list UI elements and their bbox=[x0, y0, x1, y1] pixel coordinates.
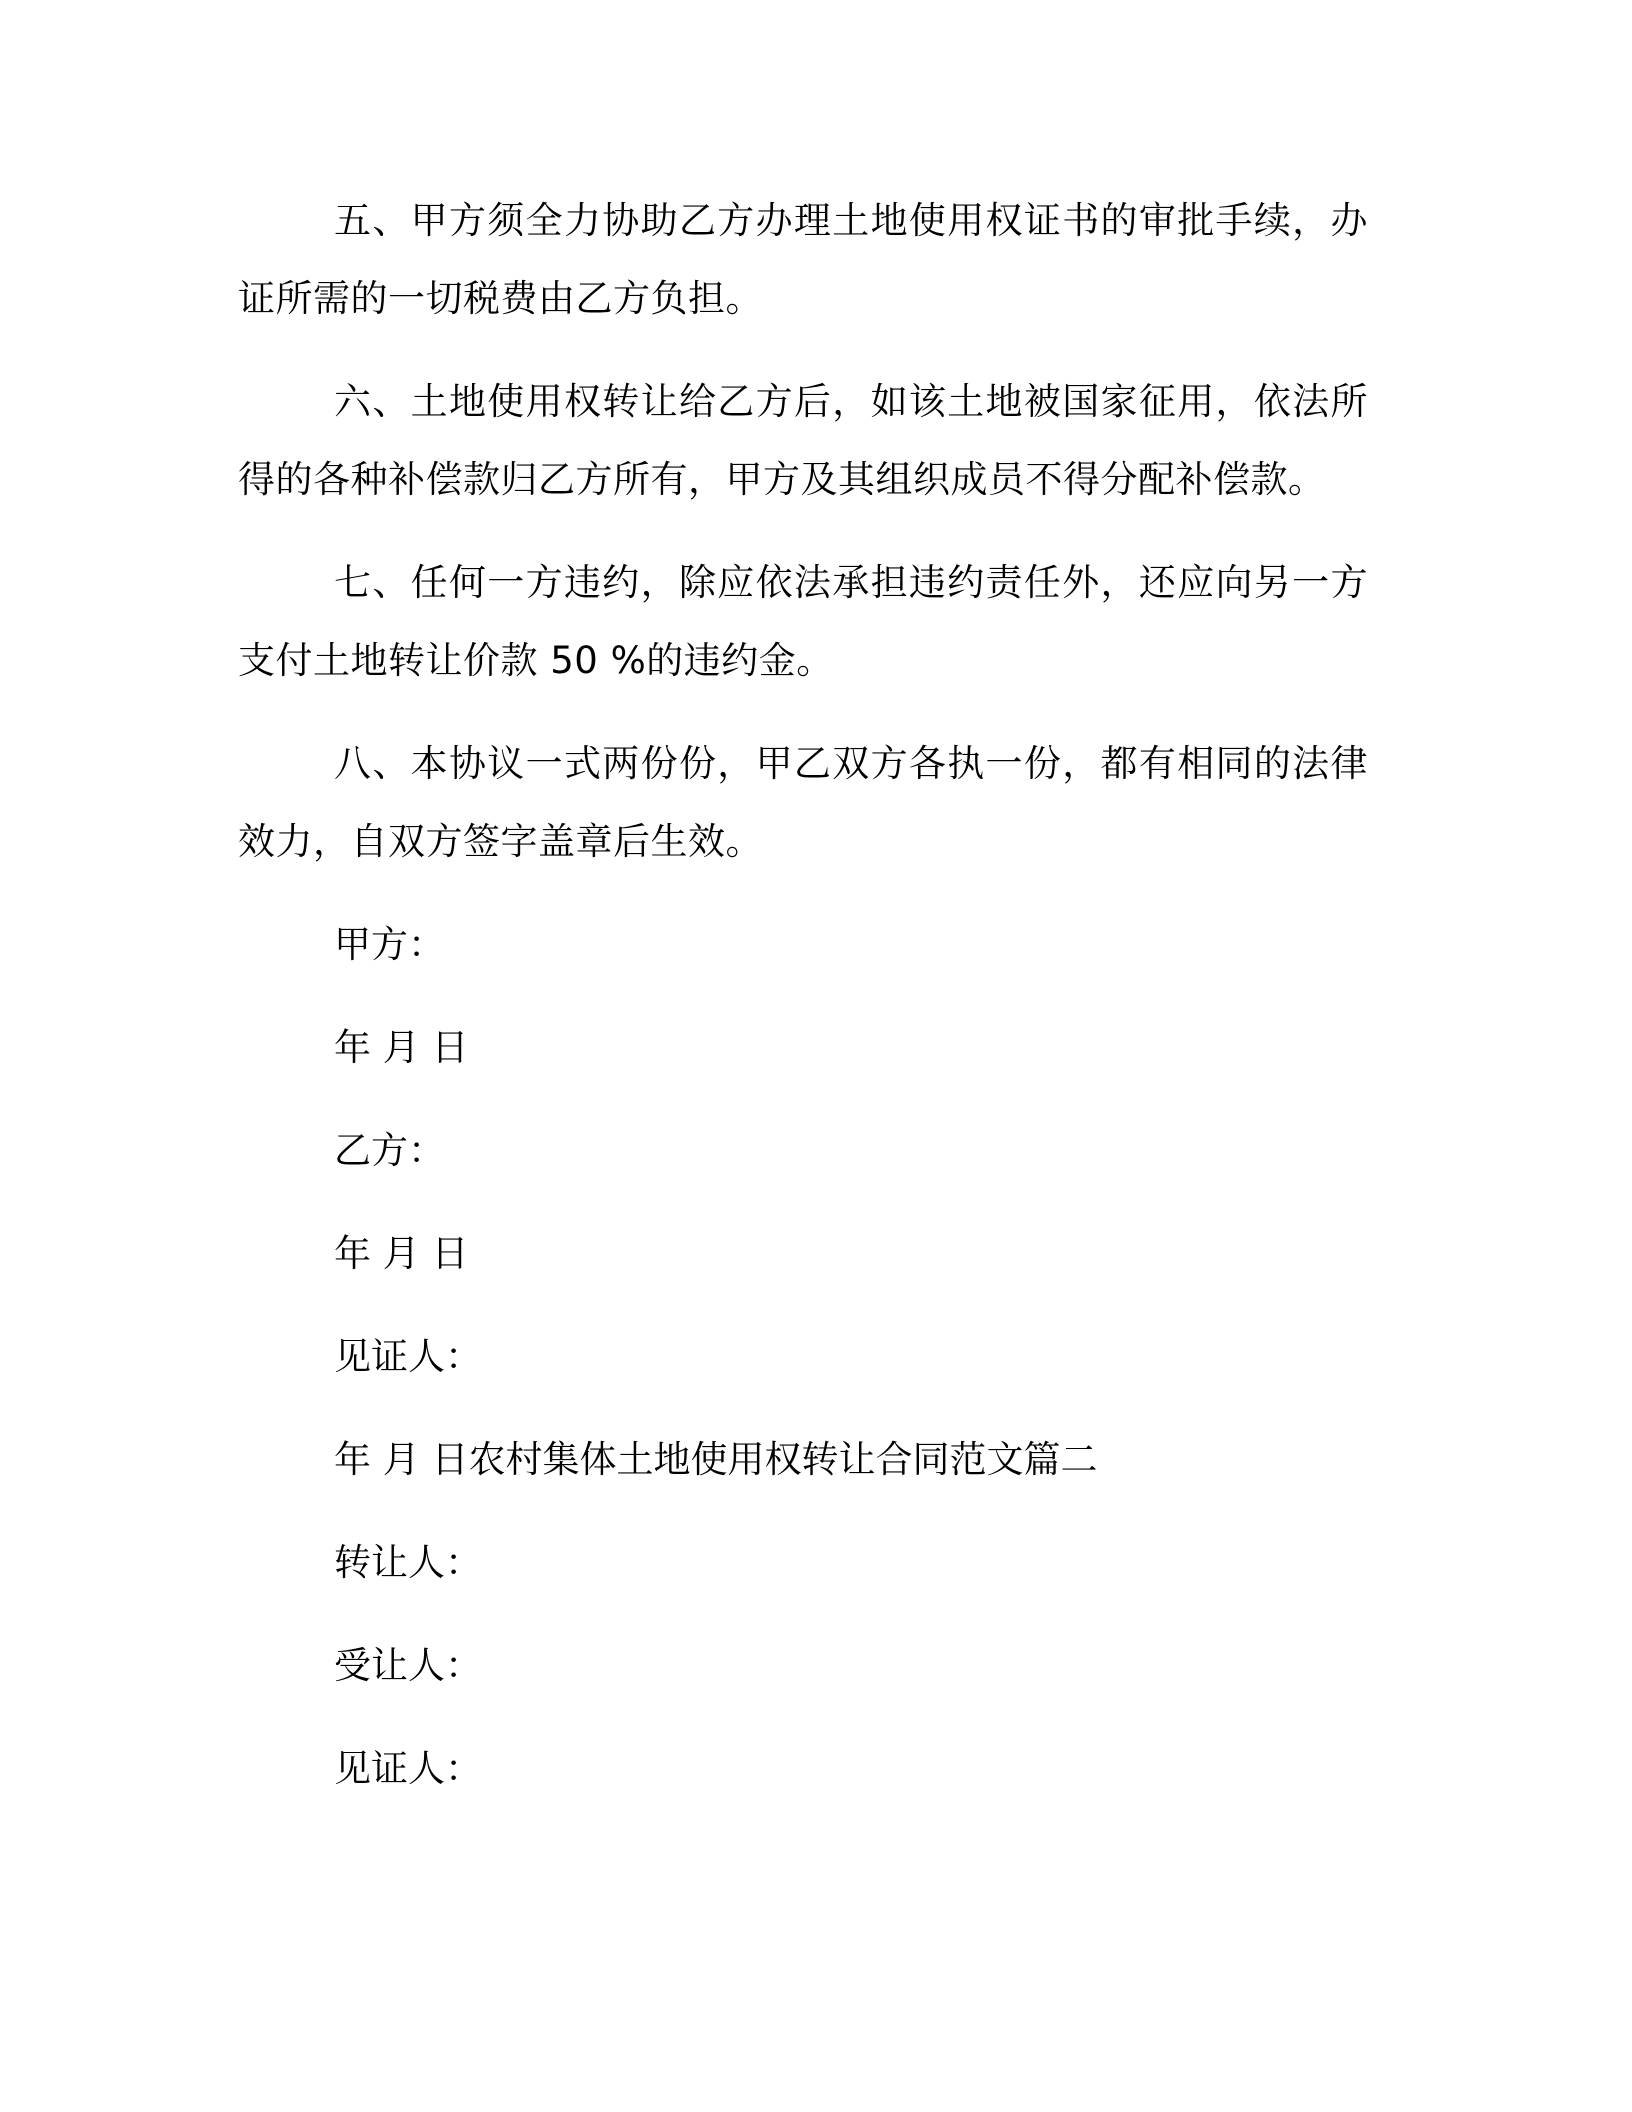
witness-label-2: 见证人： bbox=[334, 1747, 482, 1790]
party-b-label: 乙方： bbox=[334, 1129, 445, 1172]
transferor-label: 转让人： bbox=[334, 1541, 482, 1584]
clause-6: 六、土地使用权转让给乙方后，如该土地被国家征用，依法所得的各种补偿款归乙方所有，甲方及其组织成员不得分配补偿款。 bbox=[238, 380, 1368, 501]
clause-7: 七、任何一方违约，除应依法承担违约责任外，还应向另一方支付土地转让价款 50 %的违约金。 bbox=[238, 561, 1368, 682]
party-b-date: 年 月 日 bbox=[334, 1232, 469, 1275]
witness-label: 见证人： bbox=[334, 1335, 482, 1378]
clause-8: 八、本协议一式两份份，甲乙双方各执一份，都有相同的法律效力，自双方签字盖章后生效。 bbox=[238, 742, 1368, 863]
party-a-label: 甲方： bbox=[334, 923, 445, 966]
clause-5: 五、甲方须全力协助乙方办理土地使用权证书的审批手续，办证所需的一切税费由乙方负担。 bbox=[238, 199, 1368, 320]
transferee-label: 受让人： bbox=[334, 1644, 482, 1687]
party-a-date: 年 月 日 bbox=[334, 1026, 469, 1069]
document-body bbox=[238, 182, 1368, 1833]
witness-date-and-section-title: 年 月 日农村集体土地使用权转让合同范文篇二 bbox=[334, 1438, 1098, 1481]
